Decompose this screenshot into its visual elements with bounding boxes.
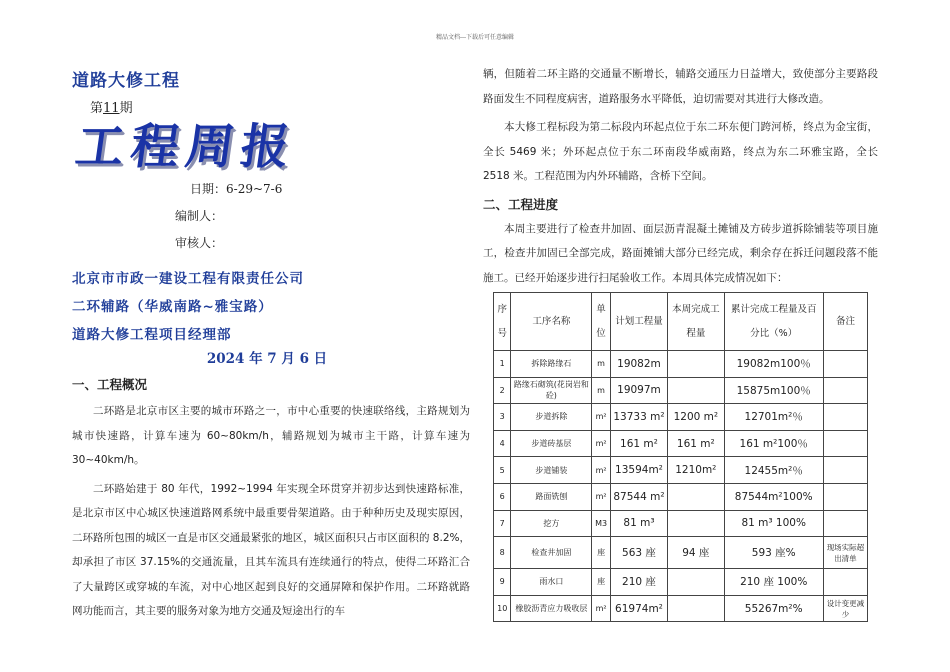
- section-scope-paragraph: 本大修工程标段为第二标段内环起点位于东二环东便门跨河桥，终点为金宝街，全长 5469 米；外环起点位于东二环南段华威南路，终点为东二环雅宝路，全长 2518 米。工程范围为内外环辅路，含桥下空间。: [483, 121, 878, 182]
- issue-suffix: 期: [119, 101, 133, 116]
- header-task-name: 工序名称: [511, 293, 592, 351]
- cell-note: [823, 457, 867, 484]
- header-week-completed: 本周完成工程量: [668, 293, 724, 351]
- cell-week: [668, 351, 724, 378]
- cell-name: 步道铺装: [511, 457, 592, 484]
- report-title: 工程周报: [72, 119, 300, 175]
- table-row: [494, 595, 868, 622]
- cell-cum: 161 m²100％: [724, 430, 823, 457]
- cell-unit: 座: [592, 569, 610, 596]
- cell-note: 现场实际超出清单: [823, 537, 867, 569]
- cell-plan: 563 座: [610, 537, 667, 569]
- table-header-row: [494, 293, 868, 351]
- table-row: [494, 377, 868, 404]
- section-heading-overview: 一、工程概况: [72, 377, 148, 392]
- cell-unit: 座: [592, 537, 610, 569]
- cell-cum: 15875m100％: [724, 377, 823, 404]
- overview-paragraph-1: 二环路是北京市区主要的城市环路之一，市中心重要的快速联络线，主路规划为城市快速路，计算车速为 60~80km/h，辅路规划为城市主干路，计算车速为 30~40km/h。: [72, 405, 470, 466]
- cell-note: [823, 569, 867, 596]
- cell-week: [668, 377, 724, 404]
- cell-unit: m²: [592, 595, 610, 622]
- header-planned-quantity: 计划工程量: [610, 293, 667, 351]
- cell-note: [823, 377, 867, 404]
- cell-idx: 8: [494, 537, 511, 569]
- cell-plan: 13594m²: [610, 457, 667, 484]
- progress-paragraph: 本周主要进行了检查井加固、面层沥青混凝土摊铺及方砖步道拆除铺装等项目施工，检查井加固已全部完成，路面摊铺大部分已经完成，剩余存在拆迁问题段落不能施工。已经开始逐步进行扫尾验收工作。本周具体完成情况如下：: [483, 222, 878, 284]
- header-unit: 单位: [592, 293, 610, 351]
- cell-idx: 4: [494, 430, 511, 457]
- cell-plan: 87544 m²: [610, 483, 667, 510]
- page-header-note: 精品文档---下载后可任意编辑: [435, 34, 515, 41]
- cell-plan: 19082m: [610, 351, 667, 378]
- overview-paragraph-continued: 辆，但随着二环主路的交通量不断增长，辅路交通压力日益增大，致使部分主要路段路面发生不同程度病害，道路服务水平降低，迫切需要对其进行大修改造。: [483, 68, 878, 105]
- cell-name: 挖方: [511, 510, 592, 537]
- cell-plan: 81 m³: [610, 510, 667, 537]
- progress-table: [493, 292, 868, 622]
- cell-idx: 5: [494, 457, 511, 484]
- org-project-dept: 道路大修工程项目经理部: [72, 327, 232, 343]
- org-road-section: 二环辅路（华威南路~雅宝路）: [72, 299, 273, 315]
- issue-prefix: 第: [90, 101, 104, 116]
- table-row: [494, 457, 868, 484]
- publish-date: 2024 年 7 月 6 日: [206, 351, 328, 367]
- table-row: [494, 483, 868, 510]
- cell-unit: m²: [592, 457, 610, 484]
- cell-cum: 12455m²％: [724, 457, 823, 484]
- cell-plan: 61974m²: [610, 595, 667, 622]
- cell-week: 94 座: [668, 537, 724, 569]
- issue-number: 11: [103, 101, 120, 116]
- cell-note: [823, 483, 867, 510]
- cell-name: 步道砖基层: [511, 430, 592, 457]
- cell-name: 路缘石砌筑(花岗岩和砼): [511, 377, 592, 404]
- cell-cum: 210 座 100%: [724, 569, 823, 596]
- cell-cum: 19082m100％: [724, 351, 823, 378]
- report-date-range: 日期：6-29~7-6: [190, 182, 283, 196]
- section-heading-progress: 二、工程进度: [483, 196, 559, 212]
- cell-name: 路面铣刨: [511, 483, 592, 510]
- cell-idx: 10: [494, 595, 511, 622]
- cell-week: [668, 510, 724, 537]
- cell-unit: m²: [592, 483, 610, 510]
- table-row: [494, 569, 868, 596]
- table-body: [494, 351, 868, 622]
- cell-idx: 9: [494, 569, 511, 596]
- cell-note: 设计变更减少: [823, 595, 867, 622]
- cell-cum: 87544m²100%: [724, 483, 823, 510]
- cell-plan: 161 m²: [610, 430, 667, 457]
- reviewer-field: 审核人：: [175, 236, 224, 250]
- cell-note: [823, 404, 867, 431]
- cell-week: 1200 m²: [668, 404, 724, 431]
- cell-plan: 13733 m²: [610, 404, 667, 431]
- overview-paragraph-2: 二环路始建于 80 年代，1992~1994 年实现全环贯穿并初步达到快速路标准，是北京市区中心城区快速道路网系统中最重要骨架道路。由于种种历史及现实原因，二环路所包围的城区一直是市区交通最紧张的地区，城区面积只占市区面积的 8.2%，却承担了市区 37.15%的交通流量，且其车流具有连续通行的特点，使得二环路汇合了大量跨区或穿城的车流，对中心地区起到良好的交通屏障和保护作用。二环路就路网功能而言，其主要的服务对象为地方交通及短途出行的车: [72, 482, 470, 617]
- cell-week: 161 m²: [668, 430, 724, 457]
- issue-line: [90, 97, 470, 116]
- cell-week: [668, 569, 724, 596]
- table-row: [494, 351, 868, 378]
- right-column: [483, 62, 878, 622]
- cell-plan: 210 座: [610, 569, 667, 596]
- cell-week: [668, 483, 724, 510]
- cell-week: 1210m²: [668, 457, 724, 484]
- cell-name: 检查井加固: [511, 537, 592, 569]
- cell-cum: 55267m²%: [724, 595, 823, 622]
- cell-idx: 1: [494, 351, 511, 378]
- cell-idx: 2: [494, 377, 511, 404]
- table-row: [494, 537, 868, 569]
- project-title: 道路大修工程: [72, 71, 180, 91]
- cell-note: [823, 510, 867, 537]
- editor-field: 编制人：: [175, 209, 224, 223]
- cell-name: 雨水口: [511, 569, 592, 596]
- cell-cum: 12701m²％: [724, 404, 823, 431]
- left-column: [72, 62, 470, 624]
- cell-unit: m²: [592, 404, 610, 431]
- cell-unit: m: [592, 377, 610, 404]
- table-row: [494, 510, 868, 537]
- cell-note: [823, 351, 867, 378]
- header-index: 序号: [494, 293, 511, 351]
- table-row: [494, 404, 868, 431]
- cell-week: [668, 595, 724, 622]
- cell-unit: M3: [592, 510, 610, 537]
- header-remarks: 备注: [823, 293, 867, 351]
- cell-note: [823, 430, 867, 457]
- cell-idx: 6: [494, 483, 511, 510]
- table-row: [494, 430, 868, 457]
- cell-idx: 3: [494, 404, 511, 431]
- cell-name: 橡胶沥青应力吸收层: [511, 595, 592, 622]
- header-cumulative-completed: 累计完成工程量及百分比（%）: [724, 293, 823, 351]
- cell-name: 步道拆除: [511, 404, 592, 431]
- org-company: 北京市市政一建设工程有限责任公司: [72, 271, 304, 287]
- cell-cum: 81 m³ 100%: [724, 510, 823, 537]
- cell-idx: 7: [494, 510, 511, 537]
- cell-unit: m²: [592, 430, 610, 457]
- cell-unit: m: [592, 351, 610, 378]
- cell-name: 拆除路缘石: [511, 351, 592, 378]
- cell-cum: 593 座%: [724, 537, 823, 569]
- cell-plan: 19097m: [610, 377, 667, 404]
